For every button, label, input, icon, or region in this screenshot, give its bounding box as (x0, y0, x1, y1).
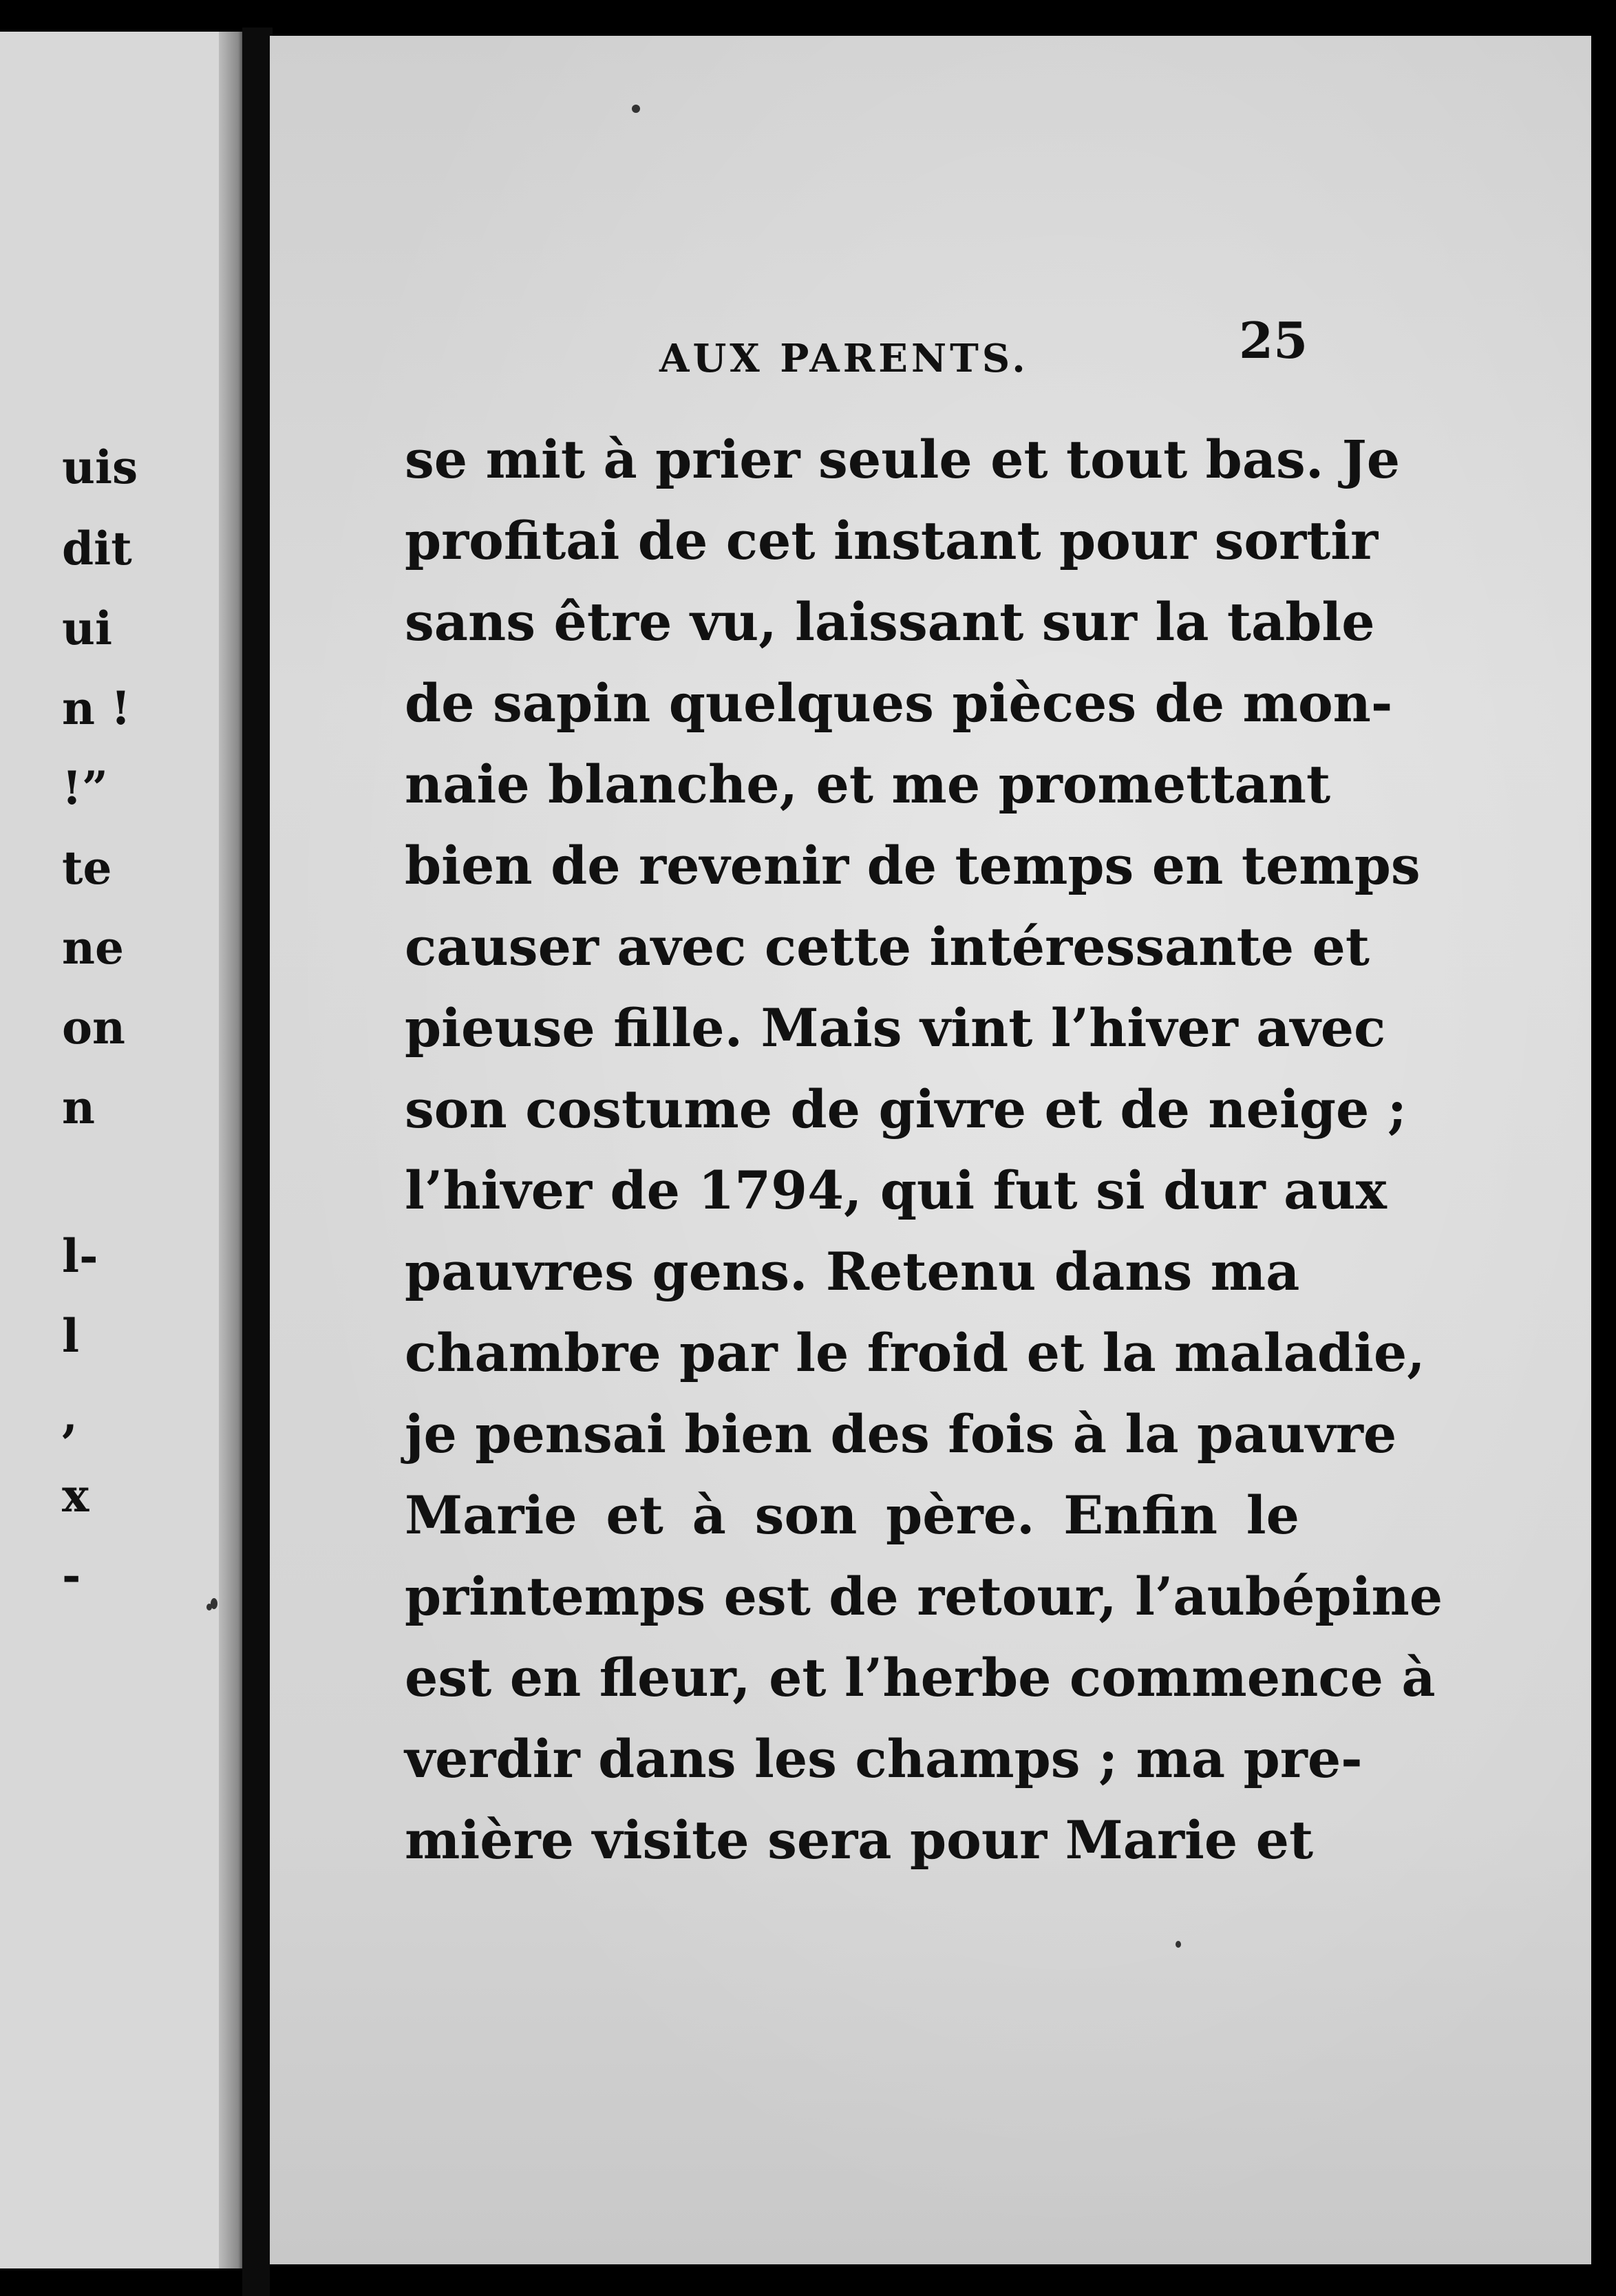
left-fragment: - (62, 1549, 81, 1602)
page-number: 25 (1239, 311, 1308, 370)
text-line: se mit à prier seule et tout bas. Je (405, 429, 1401, 490)
left-fragment: dit (62, 522, 132, 575)
paper-speck (1176, 1941, 1181, 1948)
text-line: pauvres gens. Retenu dans ma (405, 1241, 1300, 1302)
left-fragment: te (62, 841, 112, 895)
text-line: causer avec cette intéressante et (405, 916, 1370, 977)
paper-speck (211, 1598, 217, 1609)
scan-border-bottom (270, 2264, 1616, 2296)
left-fragment: n ! (62, 681, 131, 735)
text-line: est en fleur, et l’herbe commence à (405, 1647, 1436, 1708)
text-line: printemps est de retour, l’aubépine (405, 1566, 1443, 1627)
text-line: sans être vu, laissant sur la table (405, 591, 1375, 652)
text-line: de sapin quelques pièces de mon- (405, 672, 1393, 734)
left-fragment: on (62, 1001, 126, 1054)
text-line: l’hiver de 1794, qui fut si dur aux (405, 1160, 1387, 1221)
text-line: verdir dans les champs ; ma pre- (405, 1728, 1363, 1789)
left-fragment: n (62, 1081, 95, 1134)
text-line: chambre par le froid et la maladie, (405, 1322, 1425, 1383)
left-fragment: l (62, 1309, 80, 1363)
text-line: pieuse fille. Mais vint l’hiver avec (405, 997, 1386, 1059)
text-line: je pensai bien des fois à la pauvre (405, 1403, 1397, 1465)
left-fragment: ui (62, 602, 113, 655)
text-line: naie blanche, et me promettant (405, 754, 1331, 815)
left-fragment: ne (62, 921, 124, 975)
text-line: mière visite sera pour Marie et (405, 1809, 1314, 1871)
text-line: Marie et à son père. Enfin le (405, 1485, 1299, 1546)
text-line: son costume de givre et de neige ; (405, 1078, 1407, 1140)
left-fragment: , (62, 1389, 78, 1443)
book-gutter (242, 28, 273, 2296)
text-line: profitai de cet instant pour sortir (405, 510, 1379, 571)
left-fragment: l- (62, 1229, 98, 1283)
left-fragment: !” (62, 761, 108, 815)
left-page (0, 32, 233, 2268)
scan-border-right (1591, 28, 1616, 2296)
text-line: bien de revenir de temps en temps (405, 835, 1421, 896)
left-fragment: x (62, 1469, 89, 1522)
left-fragment: uis (62, 440, 138, 494)
running-head: AUX PARENTS. (659, 336, 1029, 381)
paper-speck (632, 105, 640, 113)
